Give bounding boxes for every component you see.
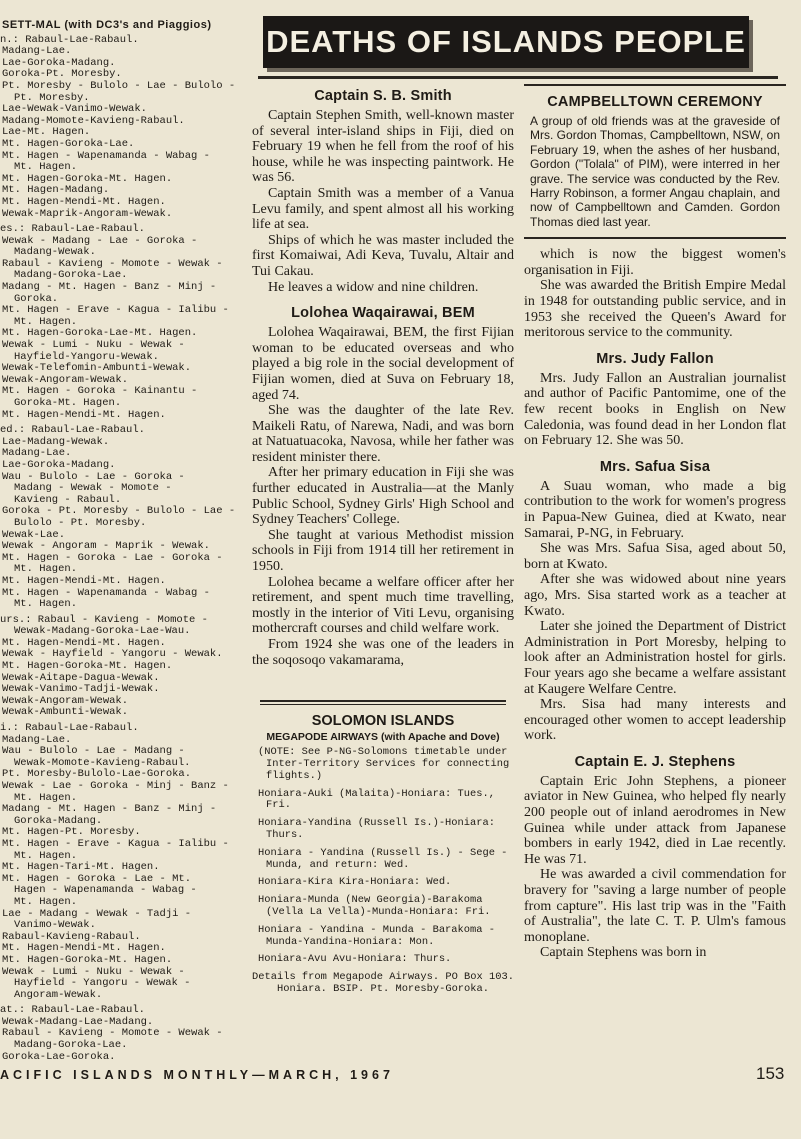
timetable-groups <box>0 35 245 1060</box>
timetable-line: Rabaul - Kavieng - Momote - Wewak - <box>2 1027 223 1040</box>
timetable-line: at.: Rabaul-Lae-Rabaul. <box>0 1004 145 1017</box>
solomon-details: Details from Megapode Airways. PO Box 103. Honiara. BSIP. Pt. Moresby-Goroka. <box>252 971 514 995</box>
timetable-line: Hayfield-Yangoru-Wewak. <box>14 350 159 363</box>
paragraph: She was the daughter of the late Rev. Maikeli Ratu, of Narewa, Nadi, and was born at Natuatuacoka, Navosa, while her father was resident minister there. <box>252 403 514 465</box>
paragraph: Captain Stephens was born in <box>540 945 707 961</box>
paragraph: From 1924 she was one of the leaders in the soqosoqo vakamarama, <box>252 637 514 668</box>
paragraph: Lolohea became a welfare officer after her retirement, and spent much time travelling, mostly in the interior of Viti Levu, organising mothercraft courses and child welfare work. <box>252 574 514 637</box>
smith-heading: Captain S. B. Smith <box>314 88 452 104</box>
timetable-line: Mt. Hagen-Mendi-Mt. Hagen. <box>2 408 166 421</box>
paragraph: A Suau woman, who made a big contribution to the work for women's progress in Papua-New Guinea, died at Kwato, near Samarai, P-NG, in February. <box>524 478 786 541</box>
timetable-line: Madang-Lae. <box>2 447 72 460</box>
solomon-route: Honiara-Yandina (Russell Is.)-Honiara: Thurs. <box>258 817 495 841</box>
solomon-heading: SOLOMON ISLANDS <box>311 713 455 730</box>
paragraph: She was Mrs. Safua Sisa, aged about 50, born at Kwato. <box>524 541 786 572</box>
fallon-text <box>524 371 786 449</box>
paragraph: He was awarded a civil commendation for bravery for "saving a large number of people from capture". His last trip was in the "Faith of Australia", the late C. T. P. Ulm's famous monoplane. <box>524 867 786 945</box>
paragraph: which is now the biggest women's organisation in Fiji. <box>524 247 786 278</box>
timetable-line: Wewak-Madang-Goroka-Lae-Wau. <box>14 625 191 638</box>
solomon-route: Honiara-Kira Kira-Honiara: Wed. <box>258 876 452 889</box>
timetable-line: Wewak - Madang - Lae - Goroka - <box>2 234 198 247</box>
timetable-group <box>0 723 245 1001</box>
timetable-line: Vanimo-Wewak. <box>14 919 96 932</box>
timetable-line: Goroka-Lae-Goroka. <box>2 1050 116 1060</box>
timetable-line: Mt. Hagen-Pt. Moresby. <box>2 826 141 839</box>
timetable-line: Wewak - Lumi - Nuku - Wewak - <box>2 339 185 352</box>
timetable-line: Wewak-Telefomin-Ambunti-Wewak. <box>2 362 192 375</box>
solomon-subheading: MEGAPODE AIRWAYS (with Apache and Dove) <box>266 731 500 744</box>
timetable-line: Mt. Hagen-Goroka-Lae. <box>2 137 135 150</box>
obituary-column-left <box>252 84 514 1002</box>
timetable-line: Lae-Goroka-Madang. <box>2 458 116 471</box>
timetable-line: Hayfield - Yangoru - Wewak - <box>14 977 191 990</box>
timetable-line: Mt. Hagen - Erave - Kagua - Ialibu - <box>2 304 229 317</box>
timetable-line: Mt. Hagen-Mendi-Mt. Hagen. <box>2 574 166 587</box>
timetable-group <box>0 35 245 221</box>
timetable-line: Mt. Hagen-Goroka-Mt. Hagen. <box>2 953 173 966</box>
timetable-line: Wewak-Momote-Kavieng-Rabaul. <box>14 756 191 769</box>
paragraph: He leaves a widow and nine children. <box>268 279 479 295</box>
timetable-line: Goroka-Madang. <box>14 814 103 827</box>
timetable-line: Madang-Momote-Kavieng-Rabaul. <box>2 114 185 127</box>
smith-text <box>252 108 514 295</box>
campbelltown-box <box>524 84 786 239</box>
solomon-route: Honiara-Auki (Malaita)-Honiara: Tues., Fri. <box>258 787 495 812</box>
solomon-note: (NOTE: See P-NG-Solomons timetable under Inter-Territory Services for connecting flights.) <box>258 746 510 782</box>
timetable-line: Wau - Bulolo - Lae - Madang - <box>2 745 185 758</box>
timetable-line: Wewak-Madang-Lae-Madang. <box>2 1015 154 1028</box>
timetable-line: Pt. Moresby - Bulolo - Lae - Bulolo - <box>2 79 236 92</box>
timetable-line: Madang - Wewak - Momote - <box>14 482 172 495</box>
paragraph: Captain Stephen Smith, well-known master of several inter-island ships in Fiji, died on February 19 when he fell from the roof of his house, while he was inspecting paintwork. He was 56. <box>252 108 514 186</box>
stephens-heading: Captain E. J. Stephens <box>574 753 736 770</box>
lolohea-continued-text <box>524 247 786 341</box>
timetable-line: Mt. Hagen-Goroka-Mt. Hagen. <box>2 172 173 185</box>
paragraph: Captain Smith was a member of a Vanua Levu family, and spent almost all his working life at sea. <box>252 185 514 233</box>
timetable-column <box>0 20 245 1060</box>
timetable-line: Mt. Hagen - Goroka - Lae - Mt. <box>2 872 192 885</box>
timetable-line: Wewak - Lae - Goroka - Minj - Banz - <box>2 780 229 792</box>
timetable-line: Goroka - Pt. Moresby - Bulolo - Lae - <box>2 505 236 518</box>
timetable-line: Mt. Hagen - Erave - Kagua - Ialibu - <box>2 837 229 850</box>
timetable-line: Mt. Hagen-Tari-Mt. Hagen. <box>2 861 160 874</box>
page-banner: DEATHS OF ISLANDS PEOPLE <box>263 16 749 68</box>
page-number: 153 <box>756 1064 785 1083</box>
timetable-line: Wewak-Ambunti-Wewak. <box>2 706 129 719</box>
paragraph: Mrs. Sisa had many interests and encouraged other women to accept leadership work. <box>524 697 786 744</box>
timetable-line: Madang-Goroka-Lae. <box>14 1039 128 1052</box>
timetable-line: Goroka. <box>14 292 59 305</box>
campbelltown-heading: CAMPBELLTOWN CEREMONY <box>547 94 763 110</box>
timetable-line: Hagen - Wapenamanda - Wabag - <box>14 884 197 897</box>
timetable-line: Bulolo - Pt. Moresby. <box>14 516 147 529</box>
timetable-line: Mt. Hagen-Madang. <box>2 184 110 197</box>
timetable-line: Lae-Madang-Wewak. <box>2 435 110 448</box>
solomon-route: Honiara-Munda (New Georgia)-Barakoma (Vella La Vella)-Munda-Honiara: Fri. <box>258 894 491 918</box>
paragraph: After she was widowed about nine years ago, Mrs. Sisa started work as a teacher at Kwato. <box>524 572 786 619</box>
timetable-line: Mt. Hagen - Goroka - Lae - Goroka - <box>2 551 223 564</box>
timetable-line: Goroka-Pt. Moresby. <box>2 68 122 81</box>
lolohea-heading: Lolohea Waqairawai, BEM <box>291 305 475 322</box>
timetable-line: Lae-Goroka-Madang. <box>2 56 116 69</box>
timetable-line: Wau - Bulolo - Lae - Goroka - <box>2 470 185 483</box>
banner-rule <box>258 76 778 79</box>
timetable-line: Wewak-Angoram-Wewak. <box>2 694 129 707</box>
timetable-line: Mt. Hagen. <box>14 849 78 862</box>
timetable-heading: SETT-MAL (with DC3's and Piaggios) <box>2 20 212 31</box>
timetable-line: Wewak-Aitape-Dagua-Wewak. <box>2 671 160 684</box>
paragraph: Mrs. Judy Fallon an Australian journalist and author of Pacific Pantomime, one of the few recent books in English on New Caledonia, was found dead in her London flat on February 12. She was 50. <box>524 370 786 449</box>
timetable-line: Wewak - Angoram - Maprik - Wewak. <box>2 540 210 553</box>
paragraph: Lolohea Waqairawai, BEM, the first Fijian woman to be educated overseas and who played a big role in the social development of Fijian women, died at Suva on February 18, aged 74. <box>252 325 514 403</box>
timetable-line: Mt. Hagen-Mendi-Mt. Hagen. <box>2 195 166 208</box>
timetable-line: Rabaul - Kavieng - Momote - Wewak - <box>2 257 223 270</box>
timetable-line: n.: Rabaul-Lae-Rabaul. <box>0 33 139 46</box>
timetable-line: Madang - Mt. Hagen - Banz - Minj - <box>2 281 217 294</box>
timetable-line: Mt. Hagen - Wapenamanda - Wabag - <box>2 149 210 162</box>
timetable-line: Wewak-Vanimo-Tadji-Wewak. <box>2 683 160 696</box>
campbelltown-text: A group of old friends was at the graveside of Mrs. Gordon Thomas, Campbelltown, NSW, on February 19, when the ashes of her husband, Gordon ("Tolala" of PIM), were interred in her grave. The service was conducted by the Rev. Harry Robinson, a former Angau chaplain, and now of Campbelltown and Camden. Gordon Thomas died last year. <box>530 114 780 229</box>
timetable-line: Madang-Lae. <box>2 45 72 58</box>
solomon-route: Honiara-Avu Avu-Honiara: Thurs. <box>258 953 452 966</box>
timetable-line: Mt. Hagen. <box>14 598 78 611</box>
stephens-text <box>524 774 786 961</box>
paragraph: After her primary education in Fiji she was further educated in Australia—at the Manly Public School, Sydney Girls' High School and Sydney Teachers' College. <box>252 465 514 528</box>
timetable-line: Wewak - Hayfield - Yangoru - Wewak. <box>2 648 223 661</box>
timetable-line: Angoram-Wewak. <box>14 988 103 1001</box>
timetable-line: Pt. Moresby-Bulolo-Lae-Goroka. <box>2 768 192 781</box>
timetable-line: urs.: Rabaul - Kavieng - Momote - <box>0 613 208 626</box>
timetable-group <box>0 224 245 421</box>
timetable-line: Mt. Hagen - Goroka - Kainantu - <box>2 385 198 398</box>
timetable-line: Kavieng - Rabaul. <box>14 493 122 506</box>
timetable-group <box>0 1005 245 1060</box>
timetable-line: Wewak-Lae. <box>2 528 66 541</box>
solomon-rule-thin <box>260 704 506 705</box>
timetable-line: Madang-Wewak. <box>14 246 96 259</box>
timetable-line: Mt. Hagen-Goroka-Mt. Hagen. <box>2 660 173 673</box>
timetable-line: Madang-Goroka-Lae. <box>14 269 128 282</box>
timetable-line: Madang - Mt. Hagen - Banz - Minj - <box>2 803 217 816</box>
timetable-line: Mt. Hagen. <box>14 161 78 174</box>
solomon-routes <box>252 789 514 967</box>
timetable-line: Mt. Hagen. <box>14 791 78 804</box>
fallon-heading: Mrs. Judy Fallon <box>596 350 714 367</box>
timetable-group <box>0 615 245 719</box>
solomon-rule <box>260 700 506 702</box>
sisa-heading: Mrs. Safua Sisa <box>599 458 711 475</box>
timetable-line: Rabaul-Kavieng-Rabaul. <box>2 930 141 943</box>
timetable-line: Madang-Lae. <box>2 733 72 746</box>
timetable-line: Goroka-Mt. Hagen. <box>14 397 122 409</box>
timetable-line: Pt. Moresby. <box>14 91 90 104</box>
obituary-column-right <box>524 84 786 961</box>
paragraph: She was awarded the British Empire Medal in 1948 for outstanding public service, and in 1953 she received the Queen's Award for meritorous service to the community. <box>524 278 786 341</box>
timetable-line: Wewak-Maprik-Angoram-Wewak. <box>2 207 173 220</box>
timetable-line: i.: Rabaul-Lae-Rabaul. <box>0 722 139 735</box>
timetable-line: Lae-Mt. Hagen. <box>2 126 91 139</box>
timetable-line: Mt. Hagen. <box>14 895 78 908</box>
timetable-line: Mt. Hagen. <box>14 315 78 328</box>
timetable-line: Lae-Wewak-Vanimo-Wewak. <box>2 103 147 116</box>
paragraph: Ships of which he was master included the first Komaiwai, Adi Keva, Tuvalu, Altair and Tui Cakau. <box>252 232 514 279</box>
timetable-line: Lae - Madang - Wewak - Tadji - <box>2 907 192 920</box>
timetable-line: es.: Rabaul-Lae-Rabaul. <box>0 223 145 236</box>
paragraph: Captain Eric John Stephens, a pioneer aviator in New Guinea, who helped fly nearly 200 people out of inland aerodromes in New Guinea while under attack from Japanese bombers in early 1942, died in Lae recently. He was 71. <box>524 773 786 867</box>
timetable-line: ed.: Rabaul-Lae-Rabaul. <box>0 424 145 437</box>
timetable-line: Mt. Hagen. <box>14 563 78 576</box>
timetable-line: Wewak-Angoram-Wewak. <box>2 373 129 386</box>
paragraph: Later she joined the Department of District Administration in Port Moresby, helping to look after an Administration hostel for girls. Four years ago she became a welfare assistant at Kaugere Welfare Centre. <box>524 619 786 697</box>
lolohea-text <box>252 325 514 668</box>
solomon-route: Honiara - Yandina - Munda - Barakoma - Munda-Yandina-Honiara: Mon. <box>258 923 495 948</box>
solomon-route: Honiara - Yandina (Russell Is.) - Sege - Munda, and return: Wed. <box>258 846 508 871</box>
page-footer: ACIFIC ISLANDS MONTHLY—MARCH, 1967 <box>0 1068 394 1082</box>
timetable-line: Mt. Hagen-Mendi-Mt. Hagen. <box>2 636 166 649</box>
timetable-line: Mt. Hagen - Wapenamanda - Wabag - <box>2 586 210 599</box>
timetable-line: Wewak - Lumi - Nuku - Wewak - <box>2 965 185 978</box>
paragraph: She taught at various Methodist mission schools in Fiji from 1914 till her retirement in 1950. <box>252 527 514 575</box>
timetable-line: Mt. Hagen-Goroka-Lae-Mt. Hagen. <box>2 327 198 340</box>
timetable-group <box>0 425 245 611</box>
sisa-text <box>524 479 786 744</box>
timetable-line: Mt. Hagen-Mendi-Mt. Hagen. <box>2 942 166 955</box>
